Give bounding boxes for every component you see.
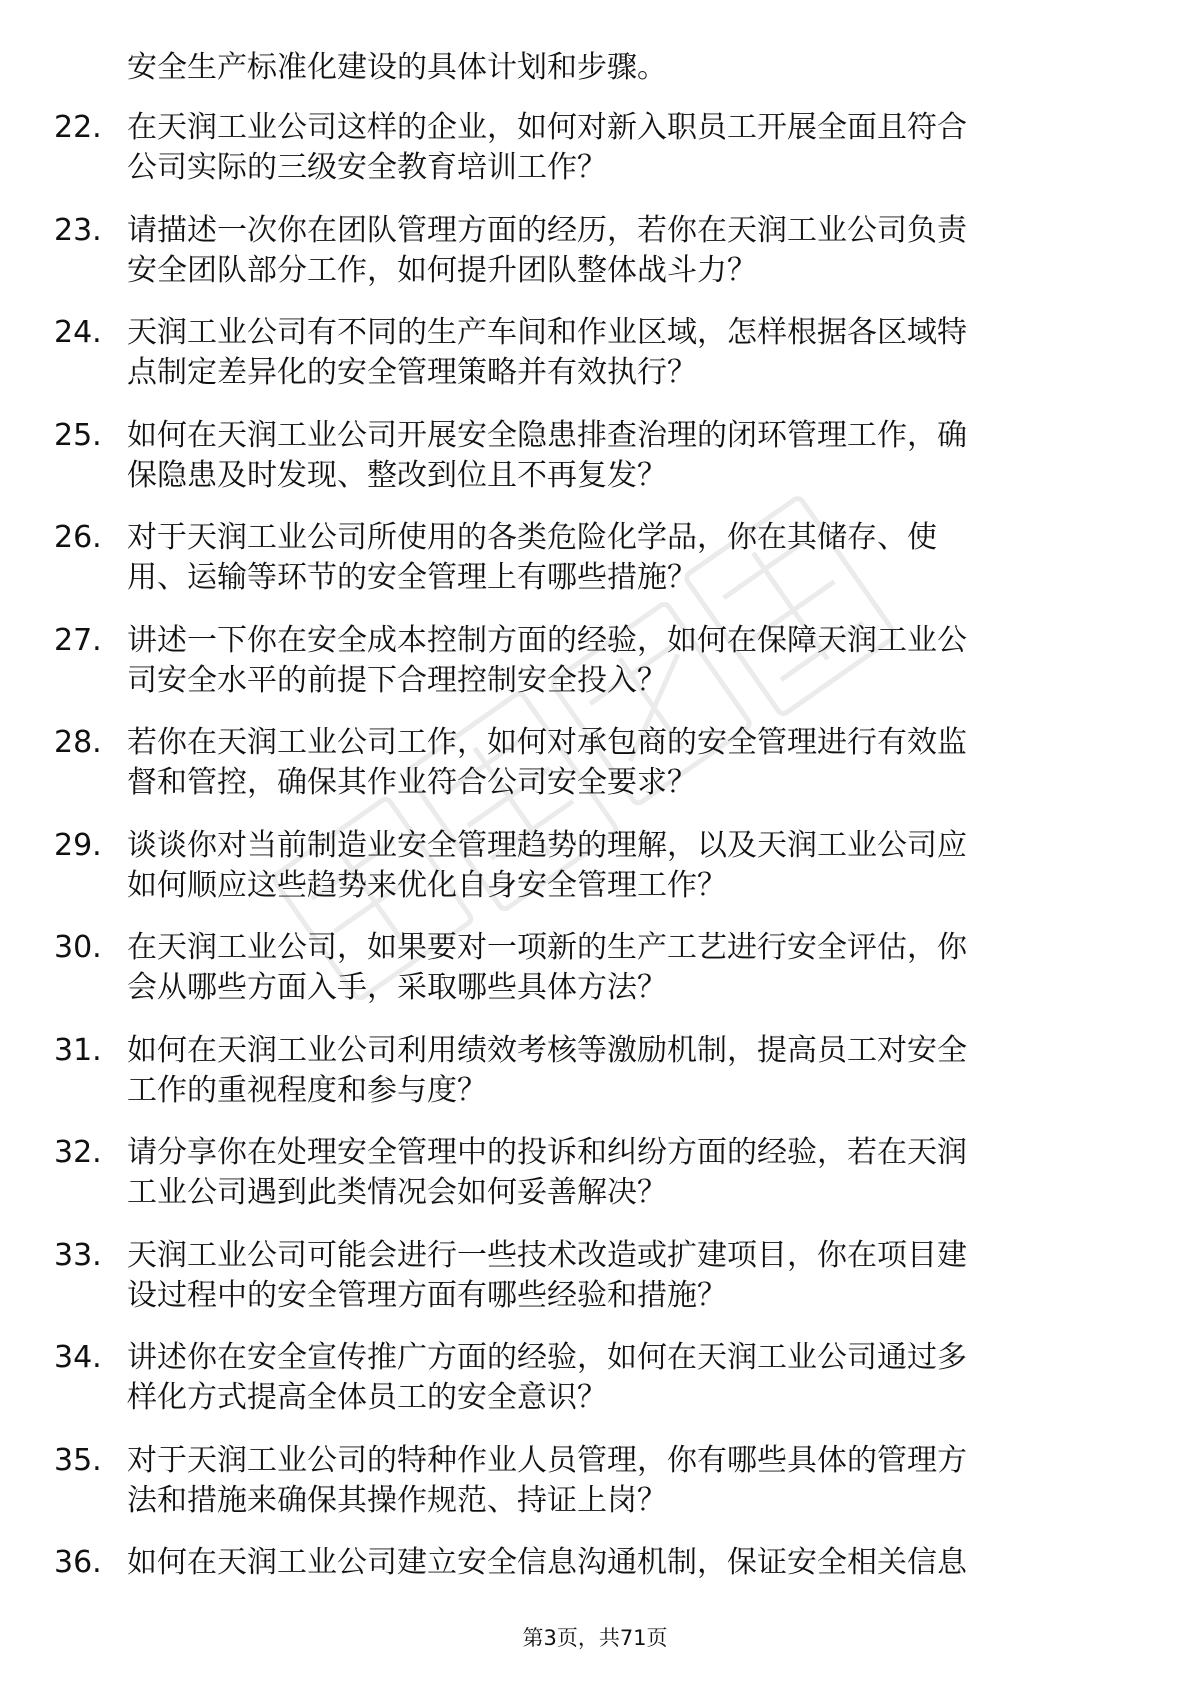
question-line: 样化方式提高全体员工的安全意识？ [127, 1380, 607, 1415]
question-item [0, 723, 1190, 803]
question-line: 如何顺应这些趋势来优化自身安全管理工作？ [127, 867, 727, 903]
question-item [0, 1441, 1190, 1521]
question-text [127, 1338, 1117, 1418]
question-item [0, 211, 1190, 291]
question-text [127, 928, 1117, 1008]
question-item [0, 826, 1190, 906]
question-item [0, 1543, 1190, 1623]
question-line: 讲述你在安全宣传推广方面的经验，如何在天润工业公司通过多 [127, 1340, 967, 1375]
question-number: 29. [54, 827, 102, 863]
question-item [0, 1338, 1190, 1418]
question-line: 天润工业公司可能会进行一些技术改造或扩建项目，你在项目建 [127, 1237, 967, 1273]
question-line: 点制定差异化的安全管理策略并有效执行？ [127, 355, 697, 390]
question-item [0, 621, 1190, 701]
question-item [0, 518, 1190, 598]
question-text [127, 1031, 1117, 1111]
question-text [127, 1441, 1117, 1521]
question-number: 22. [54, 110, 102, 145]
question-item [0, 928, 1190, 1008]
question-text [127, 313, 1117, 393]
question-line: 在天润工业公司，如果要对一项新的生产工艺进行安全评估，你 [127, 930, 967, 965]
question-text [127, 1236, 1117, 1316]
question-line: 讲述一下你在安全成本控制方面的经验，如何在保障天润工业公 [127, 622, 967, 658]
question-line: 公司实际的三级安全教育培训工作？ [127, 150, 607, 185]
question-line: 谈谈你对当前制造业安全管理趋势的理解，以及天润工业公司应 [127, 827, 967, 863]
question-item [0, 1133, 1190, 1213]
question-line: 会从哪些方面入手，采取哪些具体方法？ [127, 970, 667, 1005]
question-text [127, 826, 1117, 906]
question-line: 工业公司遇到此类情况会如何妥善解决？ [127, 1175, 667, 1210]
question-item [0, 1031, 1190, 1111]
question-item [0, 416, 1190, 496]
question-item [0, 313, 1190, 393]
question-text [127, 1543, 1117, 1583]
question-number: 28. [54, 725, 102, 760]
question-number: 33. [54, 1237, 102, 1273]
question-number: 24. [54, 315, 102, 350]
question-text [127, 108, 1117, 188]
question-line: 对于天润工业公司的特种作业人员管理，你有哪些具体的管理方 [127, 1442, 967, 1478]
question-number: 30. [54, 930, 102, 965]
question-number: 23. [54, 212, 102, 248]
question-item [0, 1236, 1190, 1316]
question-text [127, 621, 1117, 701]
question-line: 对于天润工业公司所使用的各类危险化学品，你在其储存、使 [127, 520, 937, 555]
question-line: 在天润工业公司这样的企业，如何对新入职员工开展全面且符合 [127, 110, 967, 145]
question-line: 督和管控，确保其作业符合公司安全要求？ [127, 765, 697, 800]
question-number: 31. [54, 1032, 102, 1068]
question-line: 设过程中的安全管理方面有哪些经验和措施？ [127, 1277, 727, 1313]
question-text [127, 416, 1117, 496]
question-number: 34. [54, 1340, 102, 1375]
question-text [127, 1133, 1117, 1213]
question-line: 用、运输等环节的安全管理上有哪些措施？ [127, 560, 697, 595]
question-line: 司安全水平的前提下合理控制安全投入？ [127, 662, 667, 698]
question-line: 如何在天润工业公司利用绩效考核等激励机制，提高员工对安全 [127, 1032, 967, 1068]
question-line: 请分享你在处理安全管理中的投诉和纠纷方面的经验，若在天润 [127, 1135, 967, 1170]
question-line: 请描述一次你在团队管理方面的经历，若你在天润工业公司负责 [127, 212, 967, 248]
question-line: 安全团队部分工作，如何提升团队整体战斗力？ [127, 252, 757, 288]
question-line: 如何在天润工业公司建立安全信息沟通机制，保证安全相关信息 [127, 1545, 967, 1580]
question-line: 若你在天润工业公司工作，如何对承包商的安全管理进行有效监 [127, 725, 967, 760]
question-text [127, 211, 1117, 291]
question-line: 保隐患及时发现、整改到位且不再复发？ [127, 457, 667, 493]
continued-question-text: 安全生产标准化建设的具体计划和步骤。 [127, 50, 667, 85]
question-line: 法和措施来确保其操作规范、持证上岗？ [127, 1482, 667, 1518]
question-line: 工作的重视程度和参与度？ [127, 1072, 487, 1108]
question-number: 32. [54, 1135, 102, 1170]
question-number: 25. [54, 417, 102, 453]
page-footer: 第3页，共71页 [522, 1626, 668, 1650]
question-number: 35. [54, 1442, 102, 1478]
question-list [0, 108, 1190, 1646]
question-number: 36. [54, 1545, 102, 1580]
question-text [127, 518, 1117, 598]
question-item [0, 108, 1190, 188]
question-number: 26. [54, 520, 102, 555]
question-line: 如何在天润工业公司开展安全隐患排查治理的闭环管理工作，确 [127, 417, 967, 453]
question-line: 天润工业公司有不同的生产车间和作业区域，怎样根据各区域特 [127, 315, 967, 350]
question-number: 27. [54, 622, 102, 658]
question-text [127, 723, 1117, 803]
